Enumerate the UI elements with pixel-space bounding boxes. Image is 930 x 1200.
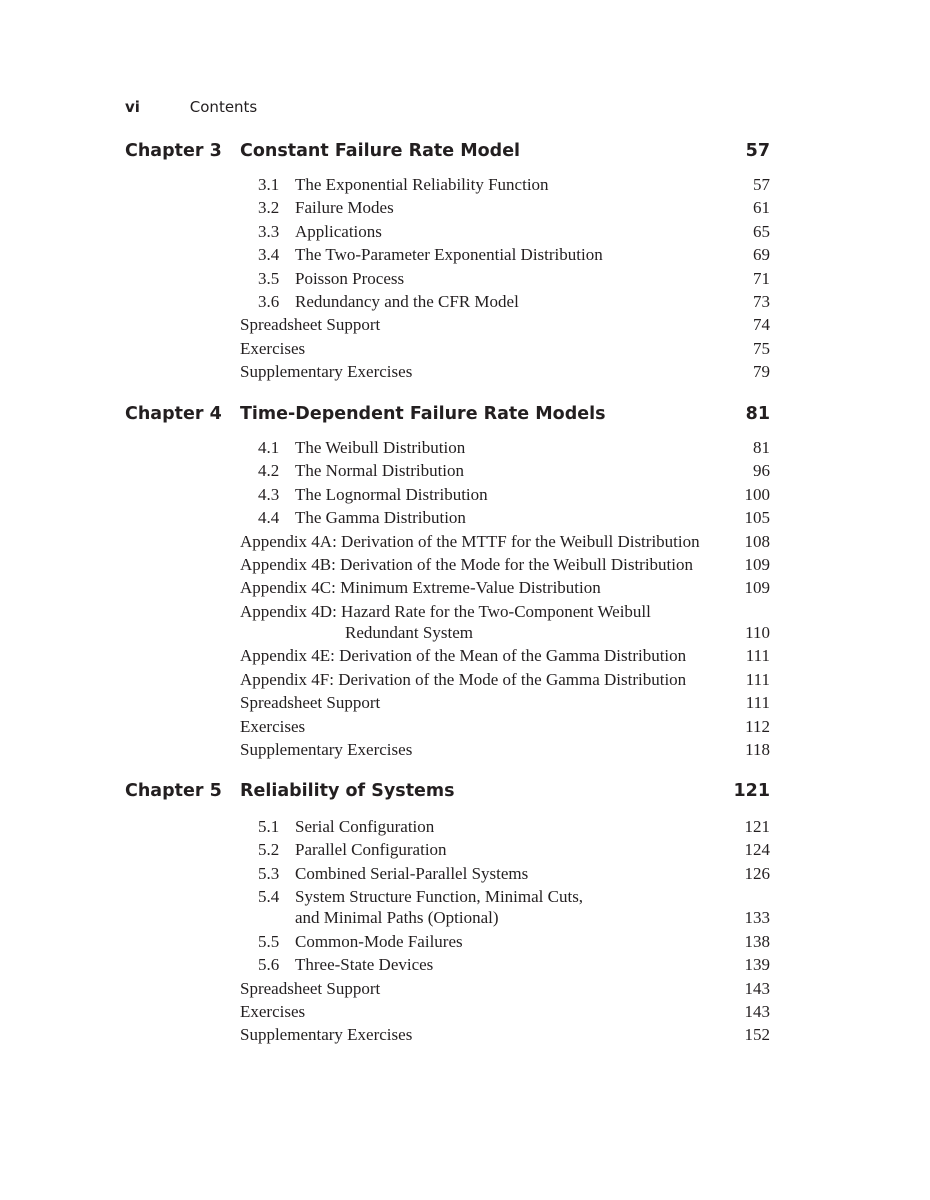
entry-page-number: 109: [744, 578, 770, 598]
entry-page-number: 105: [744, 508, 770, 528]
chapter-title: Constant Failure Rate Model: [240, 141, 521, 161]
entry-title: Combined Serial-Parallel Systems: [295, 863, 529, 883]
entry-page-number: 143: [744, 978, 770, 998]
section-number: 5.6: [258, 955, 280, 975]
toc-entry: [0, 738, 930, 761]
section-number: 3.3: [258, 221, 280, 241]
toc-section-entry: [0, 196, 930, 219]
entry-page-number: 110: [745, 622, 770, 642]
toc-entry: [0, 715, 930, 738]
entry-page-number: 65: [753, 221, 770, 241]
entry-title: Applications: [295, 221, 382, 241]
entry-page-number: 112: [745, 716, 770, 736]
entry-page-number: 71: [753, 268, 770, 288]
toc-section-entry: [0, 930, 930, 953]
toc-entry: [0, 1000, 930, 1023]
section-number: 5.5: [258, 931, 280, 951]
entry-page-number: 100: [744, 484, 770, 504]
section-number: 3.6: [258, 291, 280, 311]
section-number: 4.1: [258, 438, 280, 457]
entry-title: Poisson Process: [295, 268, 405, 288]
section-number: 5.4: [258, 887, 280, 907]
entry-page-number: 111: [745, 669, 770, 689]
entry-page-number: 108: [744, 531, 770, 551]
section-number: 5.3: [258, 863, 280, 883]
toc-entry: [0, 691, 930, 714]
entry-title: Appendix 4D: Hazard Rate for the Two-Component Weibull: [240, 601, 651, 621]
section-number: 3.1: [258, 175, 280, 194]
entry-title: Exercises: [240, 716, 306, 736]
toc-section-entry: [0, 220, 930, 243]
entry-page-number: 61: [753, 198, 770, 218]
chapter-entries: [0, 436, 930, 761]
toc-entry: [0, 668, 930, 691]
entry-title: Serial Configuration: [295, 817, 435, 836]
entry-title: Parallel Configuration: [295, 840, 447, 860]
toc-section-entry: [0, 483, 930, 506]
toc-entry: [0, 553, 930, 576]
entry-page-number: 69: [753, 245, 770, 265]
entry-page-number: 124: [744, 840, 770, 860]
entry-title: Appendix 4E: Derivation of the Mean of the Gamma Distribution: [240, 646, 687, 666]
entry-page-number: 111: [745, 693, 770, 713]
chapter-heading: [0, 781, 930, 807]
entry-page-number: 118: [745, 739, 770, 759]
chapter-3-block: [0, 141, 930, 384]
toc-section-entry: [0, 243, 930, 266]
section-number: 3.4: [258, 245, 280, 265]
entry-title: Three-State Devices: [295, 955, 434, 975]
toc-section-entry: [0, 267, 930, 290]
chapter-title: Reliability of Systems: [240, 781, 455, 801]
entry-page-number: 121: [744, 817, 770, 836]
section-number: 3.5: [258, 268, 280, 288]
section-number: 4.2: [258, 461, 280, 481]
toc-entry: [0, 337, 930, 360]
entry-title: Supplementary Exercises: [240, 362, 413, 382]
entry-page-number: 143: [744, 1001, 770, 1021]
chapter-entries: [0, 173, 930, 384]
entry-title: Spreadsheet Support: [240, 978, 381, 998]
toc-section-entry: [0, 173, 930, 196]
entry-title: Spreadsheet Support: [240, 315, 381, 335]
entry-title: Failure Modes: [295, 198, 394, 218]
toc-section-entry: [0, 506, 930, 529]
entry-page-number: 57: [753, 175, 770, 194]
chapter-page-number: 57: [745, 141, 770, 161]
entry-title: Redundancy and the CFR Model: [295, 291, 519, 311]
chapter-page-number: 81: [745, 404, 770, 424]
entry-title: Spreadsheet Support: [240, 693, 381, 713]
entry-title: Common-Mode Failures: [295, 931, 463, 951]
toc-entry: [0, 313, 930, 336]
entry-page-number: 109: [744, 554, 770, 574]
toc-entry: [0, 644, 930, 667]
entry-title-continuation: and Minimal Paths (Optional): [295, 908, 499, 928]
toc-section-entry: [0, 459, 930, 482]
entry-title: Appendix 4C: Minimum Extreme-Value Distribution: [240, 578, 601, 598]
entry-page-number: 152: [744, 1025, 770, 1045]
toc-entry: [0, 1023, 930, 1046]
entry-title: Supplementary Exercises: [240, 739, 413, 759]
toc-section-entry: [0, 953, 930, 976]
section-number: 5.1: [258, 817, 280, 836]
toc-section-entry: [0, 436, 930, 459]
toc-entry: [0, 360, 930, 383]
entry-page-number: 79: [753, 362, 770, 382]
entry-title: Appendix 4B: Derivation of the Mode for the Weibull Distribution: [240, 554, 693, 574]
entry-title: The Weibull Distribution: [295, 438, 466, 457]
entry-title: The Normal Distribution: [295, 461, 465, 481]
section-number: 3.2: [258, 198, 280, 218]
chapter-label: Chapter 3: [125, 141, 222, 161]
entry-title: The Two-Parameter Exponential Distribution: [295, 245, 603, 265]
entry-page-number: 73: [753, 291, 770, 311]
chapter-5-block: [0, 781, 930, 1047]
entry-title: The Exponential Reliability Function: [295, 175, 549, 194]
section-number: 4.4: [258, 508, 280, 528]
chapter-heading: [0, 141, 930, 167]
chapter-label: Chapter 5: [125, 781, 222, 801]
entry-page-number: 126: [744, 863, 770, 883]
toc-section-entry: [0, 838, 930, 861]
section-number: 4.3: [258, 484, 280, 504]
entry-title: Supplementary Exercises: [240, 1025, 413, 1045]
chapter-4-block: [0, 404, 930, 761]
entry-page-number: 111: [745, 646, 770, 666]
toc-section-entry: [0, 862, 930, 885]
entry-title: Exercises: [240, 1001, 306, 1021]
toc-section-entry: [0, 815, 930, 838]
chapter-entries: [0, 815, 930, 1047]
entry-title: The Gamma Distribution: [295, 508, 466, 528]
running-head-title: Contents: [189, 98, 258, 116]
toc-section-entry: [0, 290, 930, 313]
entry-page-number: 74: [753, 315, 770, 335]
entry-title: The Lognormal Distribution: [295, 484, 488, 504]
chapter-page-number: 121: [733, 781, 770, 801]
toc-entry: [0, 600, 930, 645]
entry-title-continuation: Redundant System: [345, 622, 473, 642]
toc-entry: [0, 530, 930, 553]
entry-page-number: 96: [753, 461, 770, 481]
entry-page-number: 81: [753, 438, 770, 457]
toc-entry: [0, 977, 930, 1000]
chapter-label: Chapter 4: [125, 404, 222, 424]
entry-title: Appendix 4A: Derivation of the MTTF for the Weibull Distribution: [240, 531, 700, 551]
chapter-title: Time-Dependent Failure Rate Models: [240, 404, 606, 424]
toc-section-entry: [0, 885, 930, 930]
entry-title: Exercises: [240, 338, 306, 358]
toc-entry: [0, 576, 930, 599]
entry-page-number: 139: [744, 955, 770, 975]
entry-page-number: 138: [744, 931, 770, 951]
section-number: 5.2: [258, 840, 280, 860]
page-folio: vi: [125, 98, 140, 116]
entry-page-number: 75: [753, 338, 770, 358]
entry-title: System Structure Function, Minimal Cuts,: [295, 887, 584, 907]
chapter-heading: [0, 404, 930, 430]
entry-title: Appendix 4F: Derivation of the Mode of the Gamma Distribution: [240, 669, 687, 689]
entry-page-number: 133: [744, 908, 770, 928]
running-head: [125, 98, 257, 116]
